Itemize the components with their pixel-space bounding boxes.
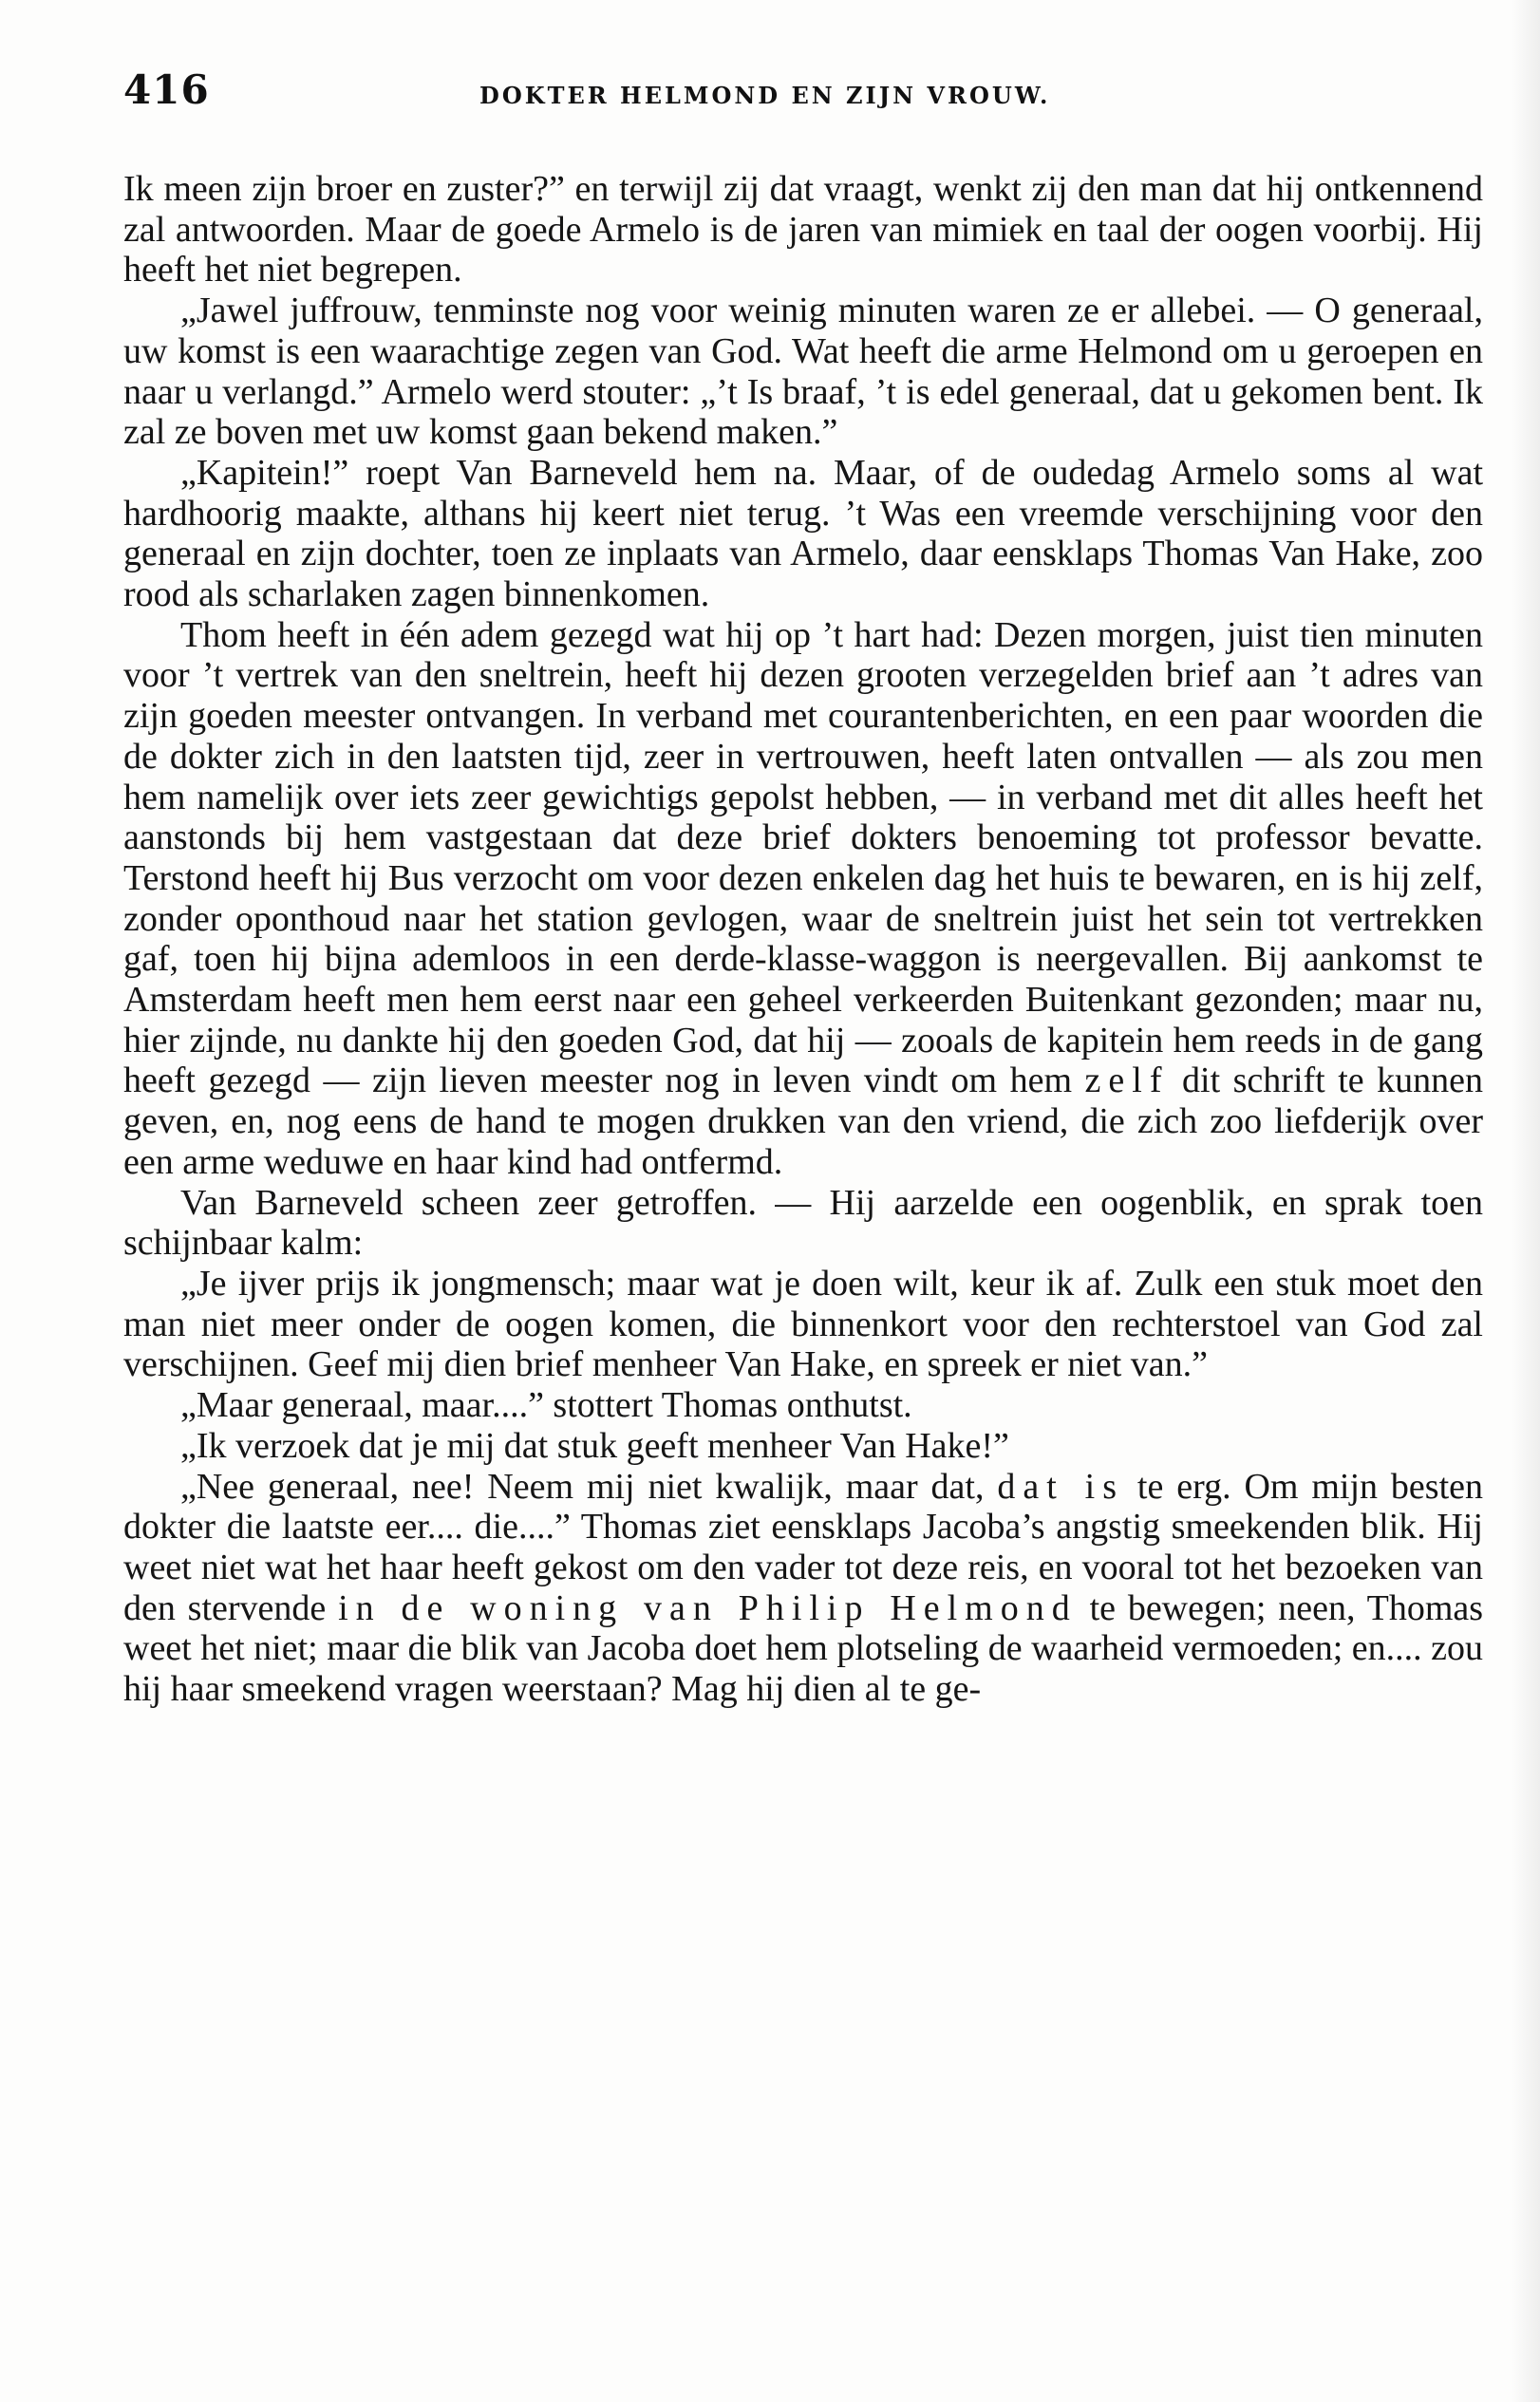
paragraph-text: „Nee generaal, nee! Neem mij niet kwalijk, maar dat, bbox=[180, 1466, 985, 1507]
paragraph-text: te erg. Om mijn besten dokter die laatste eer.... die....” Thomas ziet eensklaps Jacoba’s angstig smeekenden blik. Hij weet niet wat het haar heeft gekost om den vader tot deze reis, en vooral tot het bezoeken van den stervende bbox=[123, 1466, 1483, 1628]
page-header bbox=[123, 66, 1491, 123]
paragraph-text: Van Barneveld scheen zeer getroffen. — Hij aarzelde een oogenblik, en sprak toen schijnbaar kalm: bbox=[123, 1182, 1483, 1264]
paragraph-text: te bewegen; neen, Thomas weet het niet; maar die blik van Jacoba doet hem plotseling de waarheid vermoeden; en.... zou hij haar smeekend vragen weerstaan? Mag hij dien al te ge- bbox=[123, 1587, 1484, 1710]
page-number: 416 bbox=[123, 66, 210, 113]
paragraph-text: dit schrift te kunnen geven, en, nog eens de hand te mogen drukken van den vriend, die zich zoo liefderijk over een arme weduwe en haar kind had ontfermd. bbox=[123, 1060, 1484, 1182]
body-text bbox=[123, 169, 1483, 1710]
paragraph bbox=[123, 1426, 1483, 1467]
paragraph bbox=[123, 615, 1483, 1183]
paragraph bbox=[123, 1183, 1483, 1264]
spaced-emphasis: zelf bbox=[1084, 1060, 1170, 1101]
paragraph-text: Thom heeft in één adem gezegd wat hij op ’t hart had: Dezen morgen, juist tien minuten voor ’t vertrek van den sneltrein, heeft hij dezen grooten verzegelden brief aan ’t adres van zijn goeden meester ontvangen. In verband met courantenberichten, en een paar woorden die de dokter zich in den laatsten tijd, zeer in vertrouwen, heeft laten ontvallen — als zou men hem namelijk over iets zeer gewichtigs gepolst hebben, — in verband met dit alles heeft het aanstonds bij hem vastgestaan dat deze brief dokters benoeming tot professor bevatte. Terstond heeft hij Bus verzocht om voor dezen enkelen dag het huis te bewaren, en is hij zelf, zonder oponthoud naar het station gevlogen, waar de sneltrein juist het sein tot vertrekken gaf, toen hij bijna ademloos in een derde-klasse-waggon is neergevallen. Bij aankomst te Amsterdam heeft men hem eerst naar een geheel verkeerden Buitenkant gezonden; maar nu, hier zijnde, nu dankte hij den goeden God, dat hij — zooals de kapitein hem reeds in de gang heeft gezegd — zijn lieven meester nog in leven vindt om hem bbox=[123, 614, 1483, 1101]
paragraph-text: „Ik verzoek dat je mij dat stuk geeft menheer Van Hake!” bbox=[180, 1425, 1009, 1466]
paragraph-text: „Maar generaal, maar....” stottert Thomas onthutst. bbox=[180, 1385, 912, 1426]
spaced-emphasis: in de woning van Philip Helmond bbox=[338, 1587, 1078, 1628]
page-edge-shadow bbox=[1512, 0, 1540, 2402]
paragraph bbox=[123, 1264, 1483, 1385]
paragraph bbox=[123, 169, 1483, 291]
paragraph-text: „Jawel juffrouw, tenminste nog voor weinig minuten waren ze er allebei. — O generaal, uw komst is een waarachtige zegen van God. Wat heeft die arme Helmond om u geroepen en naar u verlangd.” Armelo werd stouter: „’t Is braaf, ’t is edel generaal, dat u gekomen bent. Ik zal ze boven met uw komst gaan bekend maken.” bbox=[123, 291, 1483, 453]
running-title: DOKTER HELMOND EN ZIJN VROUW. bbox=[479, 82, 1051, 109]
paragraph bbox=[123, 1385, 1483, 1426]
paragraph-text: „Kapitein!” roept Van Barneveld hem na. Maar, of de oudedag Armelo soms al wat hardhoorig maakte, althans hij keert niet terug. ’t Was een vreemde verschijning voor den generaal en zijn dochter, toen ze inplaats van Armelo, daar eensklaps Thomas Van Hake, zoo rood als scharlaken zagen binnenkomen. bbox=[123, 452, 1483, 615]
paragraph-text: „Je ijver prijs ik jongmensch; maar wat je doen wilt, keur ik af. Zulk een stuk moet den man niet meer onder de oogen komen, die binnenkort voor den rechterstoel van God zal verschijnen. Geef mij dien brief menheer Van Hake, en spreek er niet van.” bbox=[123, 1263, 1483, 1385]
paragraph bbox=[123, 1467, 1483, 1710]
spaced-emphasis: dat is bbox=[997, 1466, 1125, 1507]
paragraph-text: Ik meen zijn broer en zuster?” en terwijl zij dat vraagt, wenkt zij den man dat hij ontkennend zal antwoorden. Maar de goede Armelo is de jaren van mimiek en taal der oogen voorbij. Hij heeft het niet begrepen. bbox=[123, 169, 1483, 291]
paragraph bbox=[123, 453, 1483, 615]
paragraph bbox=[123, 291, 1483, 453]
